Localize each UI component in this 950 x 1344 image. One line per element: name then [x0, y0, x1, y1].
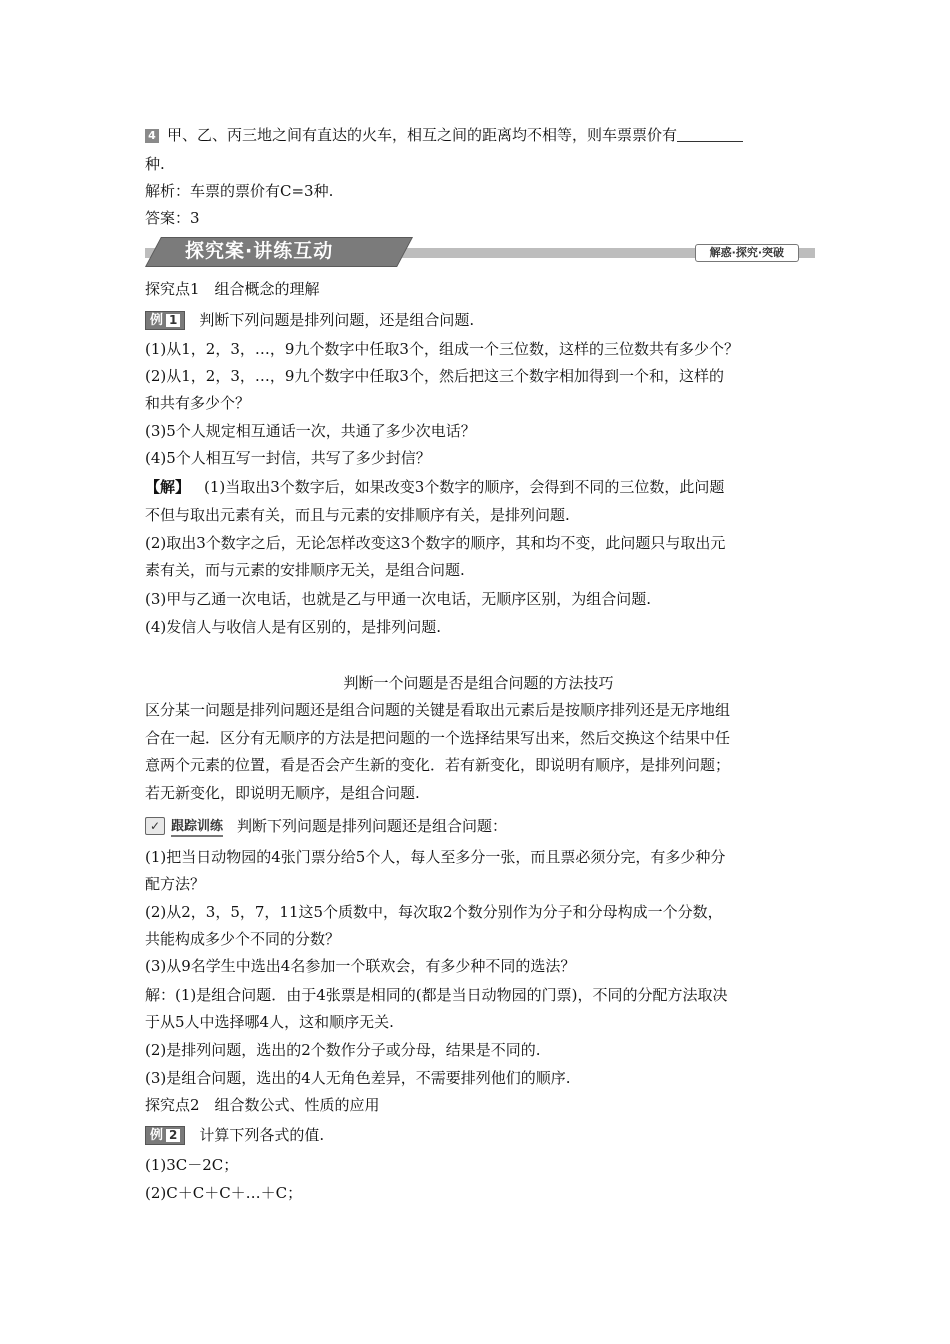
checkmark-icon: ✓ — [145, 817, 165, 835]
question-text: 甲、乙、丙三地之间有直达的火车，相互之间的距离均不相等，则车票票价有 — [167, 126, 678, 144]
method-line: 区分某一问题是排列问题还是组合问题的关键是看取出元素后是按顺序排列还是无序地组 — [145, 701, 731, 719]
example-1-item: (3)5个人规定相互通话一次，共通了多少次电话？ — [145, 422, 476, 440]
example-badge — [145, 1126, 185, 1145]
point2-heading: 探究点2 组合数公式、性质的应用 — [145, 1096, 380, 1114]
example-text: 判断下列问题是排列问题，还是组合问题. — [199, 311, 475, 329]
training-line: (3)从9名学生中选出4名参加一个联欢会，有多少种不同的选法？ — [145, 957, 576, 975]
example-1-item: (2)从1，2，3，…，9九个数字中任取3个，然后把这三个数字相加得到一个和，这样的 — [145, 367, 724, 385]
example-1 — [145, 307, 812, 333]
training-line: (1)把当日动物园的4张门票分给5个人，每人至多分一张，而且票必须分完，有多少种分 — [145, 848, 726, 866]
answer-blank — [677, 127, 743, 142]
question-4-end: 种. — [145, 155, 165, 173]
example-number: 1 — [166, 314, 180, 327]
solution-line: (3)甲与乙通一次电话，也就是乙与甲通一次电话，无顺序区别，为组合问题. — [145, 590, 652, 608]
example-2 — [145, 1122, 812, 1148]
training-line: 解：(1)是组合问题．由于4张票是相同的(都是当日动物园的门票)，不同的分配方法取决 — [145, 986, 728, 1004]
example-2-item: (2)C＋C＋C＋…＋C； — [145, 1184, 303, 1202]
solution-line: (2)取出3个数字之后，无论怎样改变这3个数字的顺序，其和均不变，此问题只与取出元 — [145, 534, 726, 552]
solution-line — [145, 474, 812, 500]
method-title: 判断一个问题是否是组合问题的方法技巧 — [343, 674, 614, 692]
example-label: 例 — [150, 313, 164, 328]
solution-line: (4)发信人与收信人是有区别的，是排列问题. — [145, 618, 442, 636]
training-line: (2)是排列问题，选出的2个数作分子或分母，结果是不同的. — [145, 1041, 541, 1059]
banner-title: 探究案·讲练互动 — [185, 240, 334, 262]
example-badge — [145, 311, 185, 330]
training-line: 配方法？ — [145, 875, 206, 893]
example-2-item: (1)3C－2C； — [145, 1156, 239, 1174]
training-intro: 判断下列问题是排列问题还是组合问题： — [237, 817, 508, 835]
question-number-badge: 4 — [145, 129, 159, 143]
method-line: 合在一起．区分有无顺序的方法是把问题的一个选择结果写出来，然后交换这个结果中任 — [145, 729, 731, 747]
example-1-item: (4)5个人相互写一封信，共写了多少封信？ — [145, 449, 431, 467]
training-label: 跟踪训练 — [171, 819, 223, 837]
training-line: (3)是组合问题，选出的4人无角色差异，不需要排列他们的顺序. — [145, 1069, 571, 1087]
solution-line: 不但与取出元素有关，而且与元素的安排顺序有关，是排列问题. — [145, 506, 570, 524]
question-4-answer: 答案：3 — [145, 209, 200, 227]
example-number: 2 — [166, 1129, 180, 1142]
example-text: 计算下列各式的值. — [199, 1126, 325, 1144]
banner-tag: 解惑·探究·突破 — [695, 244, 799, 262]
point1-heading: 探究点1 组合概念的理解 — [145, 280, 320, 298]
question-4 — [145, 122, 812, 148]
training-header — [145, 813, 812, 840]
example-1-item: (1)从1，2，3，…，9九个数字中任取3个，组成一个三位数，这样的三位数共有多少个？ — [145, 340, 739, 358]
training-line: 共能构成多少个不同的分数？ — [145, 930, 341, 948]
training-badge — [145, 814, 223, 840]
training-line: 于从5人中选择哪4人，这和顺序无关. — [145, 1013, 394, 1031]
solution-text: (1)当取出3个数字后，如果改变3个数字的顺序，会得到不同的三位数，此问题 — [204, 478, 725, 496]
section-banner — [145, 235, 815, 267]
method-line: 意两个元素的位置，看是否会产生新的变化．若有新变化，即说明有顺序，是排列问题； — [145, 756, 731, 774]
solution-label: 【解】 — [145, 478, 191, 496]
question-4-analysis: 解析：车票的票价有C=3种. — [145, 182, 334, 200]
solution-line: 素有关，而与元素的安排顺序无关，是组合问题. — [145, 561, 465, 579]
example-1-item: 和共有多少个？ — [145, 394, 251, 412]
training-line: (2)从2，3，5，7，11这5个质数中，每次取2个数分别作为分子和分母构成一个分数， — [145, 903, 723, 921]
method-line: 若无新变化，即说明无顺序，是组合问题. — [145, 784, 420, 802]
example-label: 例 — [150, 1128, 164, 1143]
